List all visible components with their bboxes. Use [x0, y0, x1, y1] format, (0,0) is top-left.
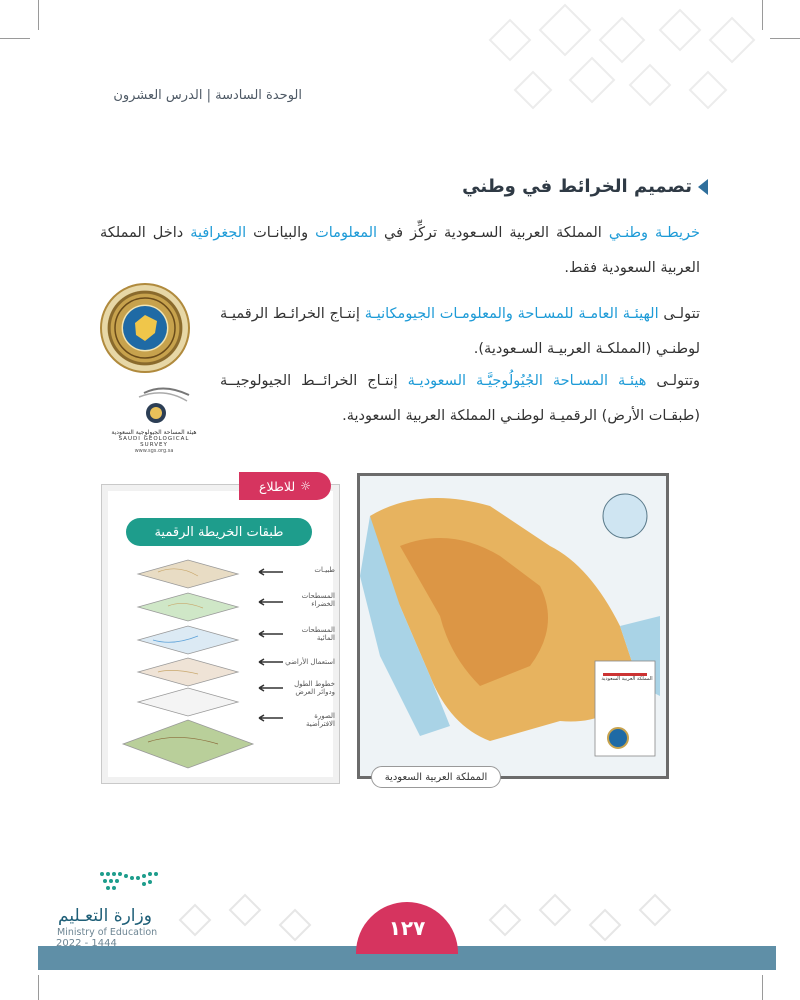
info-tag-label: للاطلاع: [259, 478, 296, 494]
layers-illustration: [118, 552, 258, 774]
ministry-name-ar: وزارة التعـليم: [58, 906, 152, 926]
info-tag: [239, 472, 331, 500]
chevron-icon: [698, 179, 708, 195]
crop-mark: [0, 38, 30, 39]
gcs-logo: [100, 283, 190, 373]
saudi-map: [357, 473, 669, 779]
highlight-text: هيئـة المسـاحة الجُيُولُوجيَّـة السعوديـة: [407, 373, 647, 389]
section-title: [462, 176, 708, 197]
highlight-text: المعلومات: [315, 225, 378, 241]
body-text: تتولـى: [658, 306, 700, 322]
ministry-name-en: Ministry of Education: [57, 927, 158, 938]
body-text: والبيانـات: [246, 225, 316, 241]
layer-label: طبيـات: [314, 566, 335, 574]
highlight-text: الجغرافية: [190, 225, 247, 241]
sgs-logo: [104, 385, 204, 455]
map-legend-title: المملكة العربية السعودية: [601, 676, 653, 682]
layers-banner: طبقات الخريطة الرقمية: [126, 518, 312, 546]
body-text: المملكة العربية السـعودية تركِّز في: [377, 225, 609, 241]
paragraph-gcs: [220, 297, 700, 367]
crop-mark: [762, 975, 763, 1000]
body-text: داخل المملكة العربية السعودية فقط.: [100, 225, 700, 276]
decorative-pattern: [470, 0, 770, 140]
ministry-logo-icon: [96, 866, 166, 896]
layer-label: استعمال الأراضي: [285, 658, 335, 666]
layer-label: خطوط الطول ودوائر العرض: [294, 680, 335, 696]
arrow-icons: [255, 562, 285, 732]
sgs-name-en: SAUDI GEOLOGICAL SURVEY: [118, 436, 190, 448]
sgs-url: www.sgs.org.sa: [134, 448, 174, 454]
lightbulb-icon: ☼: [300, 479, 311, 493]
sgs-name-ar: هيئة المساحة الجيولوجية السعودية: [111, 429, 197, 436]
layer-labels: [255, 562, 335, 762]
body-text: إنتـاج الخرائـط الرقميـة لوطنـي (المملكـة العربيـة السـعودية).: [220, 306, 700, 357]
breadcrumb: الوحدة السادسة | الدرس العشرون: [113, 88, 302, 103]
highlight-text: خريطـة وطنـي: [608, 225, 700, 241]
layer-label: المسطحات الخضراء: [301, 592, 335, 608]
body-text: إنتـاج الخرائــط الجيولوجيــة (طبقـات الأرض) الرقميـة لوطنـي المملكة العربية السعودية.: [220, 373, 700, 424]
ministry-year: 2022 - 1444: [56, 938, 117, 949]
crop-mark: [38, 0, 39, 30]
crop-mark: [38, 975, 39, 1000]
section-title-text: تصميم الخرائط في وطني: [462, 176, 692, 197]
paragraph-intro: [100, 216, 700, 286]
paragraph-sgs: [220, 364, 700, 434]
map-caption: المملكة العربية السعودية: [371, 766, 501, 788]
crop-mark: [770, 38, 800, 39]
layer-label: المسطحات المائية: [301, 626, 335, 642]
layer-label: الصورة الافتراضية: [305, 712, 335, 728]
body-text: وتتولـى: [646, 373, 701, 389]
highlight-text: الهيئـة العامـة للمسـاحة والمعلومـات الجيومكانيـة: [364, 306, 659, 322]
page-number: ١٢٧: [356, 902, 458, 954]
